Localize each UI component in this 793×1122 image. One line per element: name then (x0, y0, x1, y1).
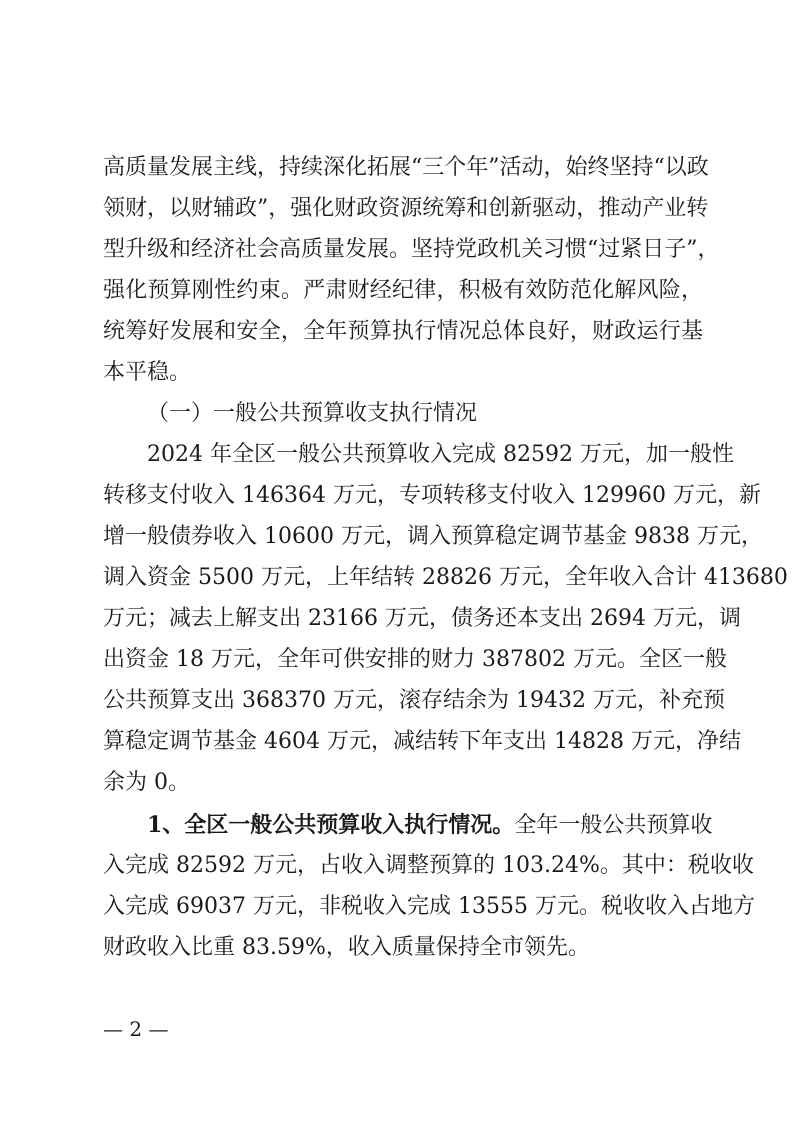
item1-line-1 (147, 810, 713, 841)
page-number: — 2 — (103, 1017, 169, 1041)
intro-line-1: 高质量发展主线，持续深化拓展“三个年”活动，始终坚持“以政 (103, 155, 709, 180)
intro-line-3: 型升级和经济社会高质量发展。坚持党政机关习惯“过紧日子”， (103, 237, 720, 262)
section-line-3: 增一般债券收入 10600 万元，调入预算稳定调节基金 9838 万元， (103, 524, 763, 549)
item1-line-3: 入完成 69037 万元，非税收入完成 13555 万元。税收收入占地方 (103, 894, 755, 919)
section-line-9: 余为 0。 (103, 770, 190, 795)
intro-line-5: 统筹好发展和安全，全年预算执行情况总体良好，财政运行基 (103, 319, 703, 344)
section-line-2: 转移支付收入 146364 万元，专项转移支付收入 129960 万元，新 (103, 483, 761, 508)
section-line-5: 万元；减去上解支出 23166 万元，债务还本支出 2694 万元，调 (103, 606, 741, 631)
item1-first-line-rest: 全年一般公共预算收 (514, 813, 713, 838)
section-line-1: 2024 年全区一般公共预算收入完成 82592 万元，加一般性 (147, 442, 734, 467)
intro-line-4: 强化预算刚性约束。严肃财经纪律，积极有效防范化解风险， (103, 278, 703, 303)
section-line-8: 算稳定调节基金 4604 万元，减结转下年支出 14828 万元，净结 (103, 729, 741, 754)
item1-line-4: 财政收入比重 83.59%，收入质量保持全市领先。 (103, 935, 590, 960)
section-line-4: 调入资金 5500 万元，上年结转 28826 万元，全年收入合计 413680 (103, 565, 788, 590)
item1-line-2: 入完成 82592 万元，占收入调整预算的 103.24%。其中：税收收 (103, 853, 754, 878)
intro-line-2: 领财，以财辅政”，强化财政资源统筹和创新驱动，推动产业转 (103, 196, 709, 221)
item1-bold-lead: 1、全区一般公共预算收入执行情况。 (147, 812, 515, 838)
intro-line-6: 本平稳。 (103, 360, 192, 385)
section-line-6: 出资金 18 万元，全年可供安排的财力 387802 万元。全区一般 (103, 647, 727, 672)
section-heading: （一）一般公共预算收支执行情况 (147, 401, 478, 426)
section-line-7: 公共预算支出 368370 万元，滚存结余为 19432 万元，补充预 (103, 688, 725, 713)
